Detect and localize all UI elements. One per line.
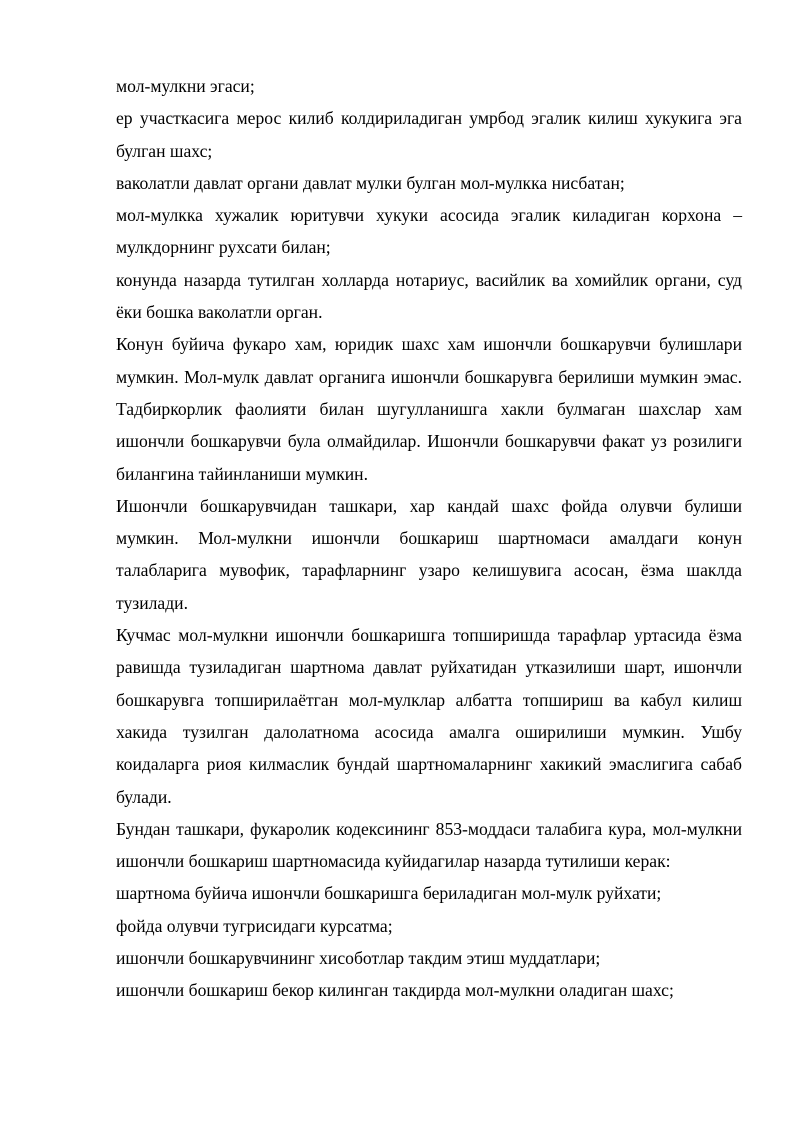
list-item-beneficiary-info: фойда олувчи тугрисидаги курсатма; xyxy=(116,915,393,936)
paragraph-trustee: Конун буйича фукаро хам, юридик шахс хам ишончли бошкарувчи булишлари мумкин. Мол-мулк давлат органига ишончли бошкарувга берилиши мумкин эмас. Тадбиркорлик фаолияти билан шугулланишга хакли булмаган шахслар хам ишончли бошкарувчи була олмайдилар. Ишончли бошкарувчи факат уз розилиги билангина тайинланиши мумкин. xyxy=(116,334,742,484)
list-item-property-list: шартнома буйича ишончли бошкаришга бериладиган мол-мулк руйхати; xyxy=(116,883,662,904)
list-item-owner: мол-мулкни эгаси; xyxy=(116,76,255,96)
paragraph-real-estate: Кучмас мол-мулкни ишончли бошкаришга топширишда тарафлар уртасида ёзма равишда тузиладиган шартнома давлат руйхатидан утказилиши шарт, ишончли бошкарувга топширилаётган мол-мулклар албатта топшириш ва кабул килиш хакида тузилган далолатнома асосида амалга оширилиши мумкин. Ушбу коидаларга риоя килмаслик бундай шартномаларнинг хакикий эмаслигига сабаб булади. xyxy=(116,625,742,807)
paragraph-beneficiary: Ишончли бошкарувчидан ташкари, хар кандай шахс фойда олувчи булиши мумкин. Мол-мулкни ишончли бошкариш шартномаси амалдаги конун талабларига мувофик, тарафларнинг узаро келишувига асосан, ёзма шаклда тузилади. xyxy=(116,495,742,613)
list-item-notary: конунда назарда тутилган холларда нотариус, васийлик ва хомийлик органи, суд ёки бошка ваколатли орган. xyxy=(116,269,742,323)
document-page xyxy=(116,70,742,1007)
list-item-enterprise: мол-мулкка хужалик юритувчи хукуки асосида эгалик киладиган корхона – мулкдорнинг рухсати билан; xyxy=(116,205,742,258)
list-item-report-deadlines: ишончли бошкарувчининг хисоботлар такдим этиш муддатлари; xyxy=(116,948,601,969)
paragraph-code-article: Бундан ташкари, фукаролик кодексининг 853-моддаси талабига кура, мол-мулкни ишончли бошкариш шартномасида куйидагилар назарда тутилиши керак: xyxy=(116,818,742,872)
list-item-recipient: ишончли бошкариш бекор килинган такдирда мол-мулкни оладиган шахс; xyxy=(116,980,674,1001)
list-item-state-body: ваколатли давлат органи давлат мулки булган мол-мулкка нисбатан; xyxy=(116,172,625,193)
list-item-heir: ер участкасига мерос килиб колдириладиган умрбод эгалик килиш хукукига эга булган шахс; xyxy=(116,108,742,161)
